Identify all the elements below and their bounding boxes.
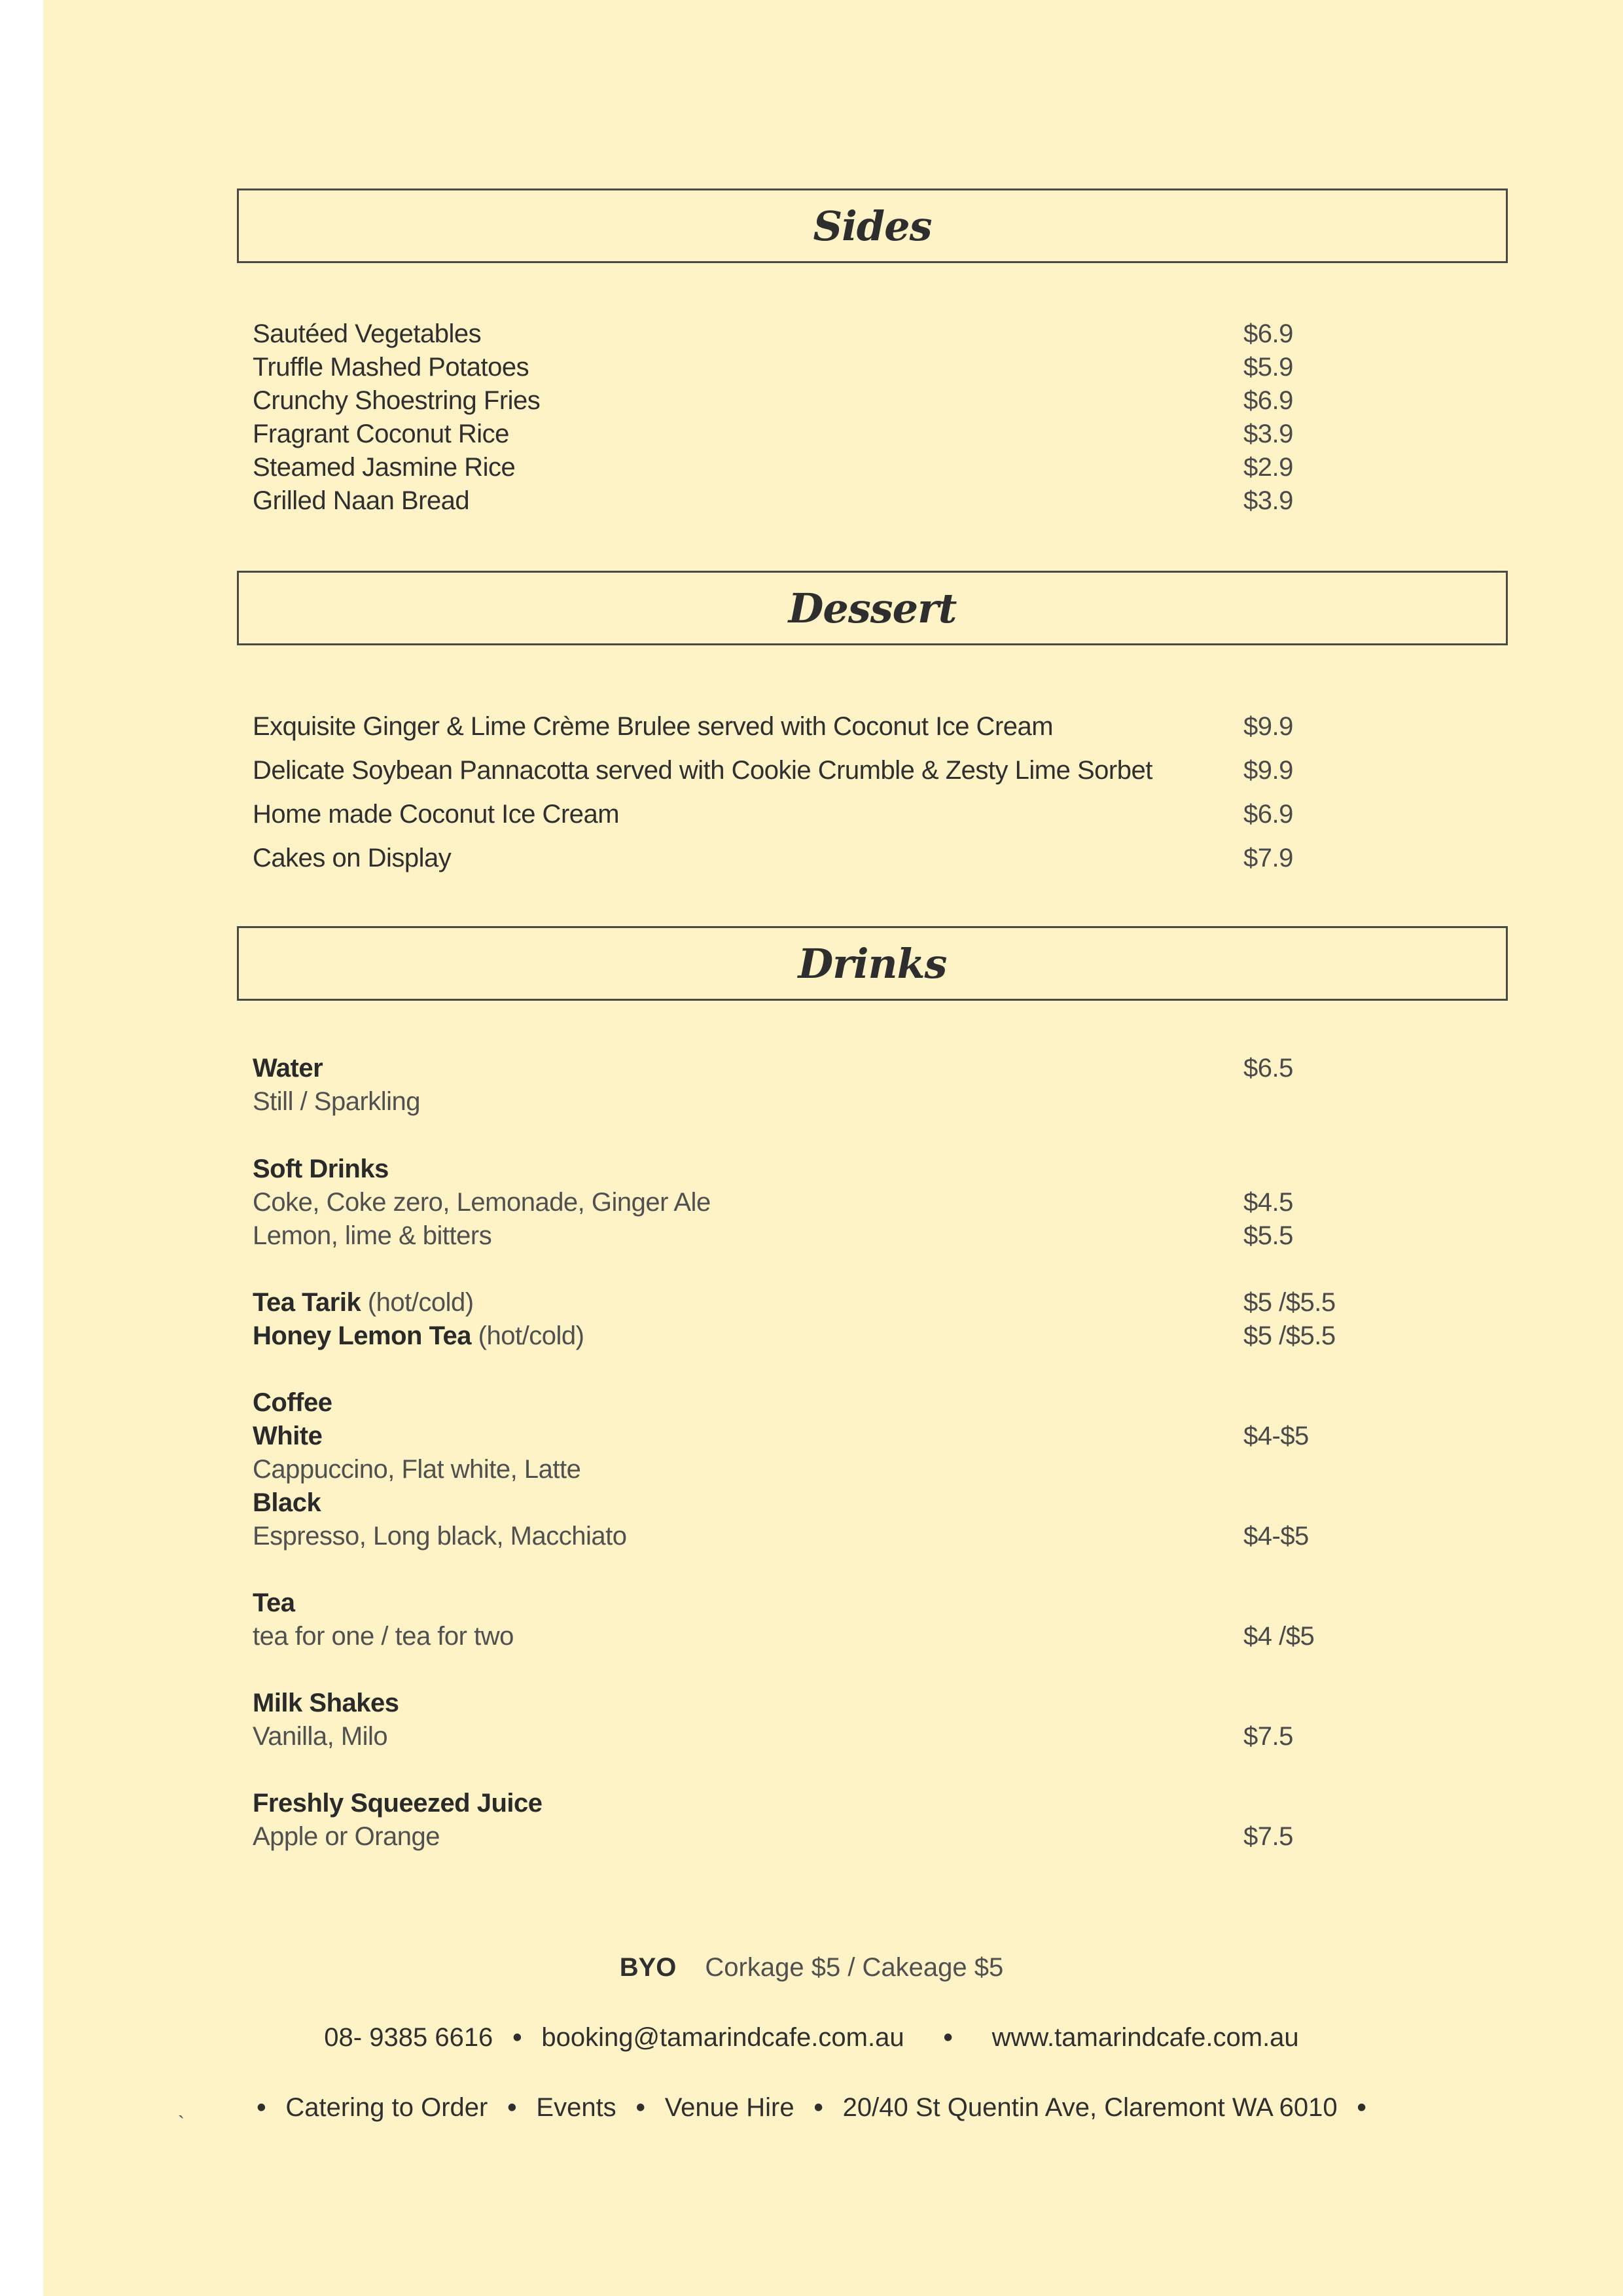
item-name: Milk Shakes xyxy=(253,1689,399,1717)
drinks-title: Drinks xyxy=(798,939,947,988)
item-name: Grilled Naan Bread xyxy=(253,486,470,515)
drink-honey-lemon-tea xyxy=(253,1321,1365,1355)
dessert-title: Dessert xyxy=(788,584,957,632)
item-name: Freshly Squeezed Juice xyxy=(253,1789,543,1818)
menu-item xyxy=(253,386,1365,420)
menu-item xyxy=(253,844,1365,878)
item-name: Exquisite Ginger & Lime Crème Brulee served with Coconut Ice Cream xyxy=(253,712,1054,741)
menu-item xyxy=(253,319,1365,353)
sides-title: Sides xyxy=(813,202,932,250)
item-detail: tea for one / tea for two xyxy=(253,1622,514,1651)
menu-item xyxy=(253,420,1365,454)
item-suffix: (hot/cold) xyxy=(361,1288,474,1317)
item-price: $9.9 xyxy=(1243,756,1293,785)
item-detail: Coke, Coke zero, Lemonade, Ginger Ale xyxy=(253,1188,711,1217)
drink-tea-tarik xyxy=(253,1288,1365,1322)
email-link[interactable]: booking@tamarindcafe.com.au xyxy=(541,2023,904,2052)
drink-coffee-black xyxy=(253,1488,1365,1522)
drink-detail xyxy=(253,1087,1365,1121)
drink-coffee-white xyxy=(253,1422,1365,1456)
item-name: White xyxy=(253,1422,323,1450)
drink-milk-shakes xyxy=(253,1689,1365,1723)
item-price: $5.5 xyxy=(1243,1221,1293,1250)
item-price: $4-$5 xyxy=(1243,1522,1309,1551)
bullet-separator: • xyxy=(1357,2093,1366,2122)
drink-detail xyxy=(253,1188,1365,1222)
item-name: Black xyxy=(253,1488,321,1517)
item-name: Coffee xyxy=(253,1388,332,1417)
byo-label: BYO xyxy=(619,1953,677,1982)
item-detail: Cappuccino, Flat white, Latte xyxy=(253,1455,581,1484)
drink-detail xyxy=(253,1522,1365,1556)
item-price: $4 /$5 xyxy=(1243,1622,1315,1651)
menu-item xyxy=(253,800,1365,834)
item-price: $5 /$5.5 xyxy=(1243,1321,1336,1350)
byo-text: Corkage $5 / Cakeage $5 xyxy=(705,1953,1004,1982)
item-name: Crunchy Shoestring Fries xyxy=(253,386,541,415)
menu-item xyxy=(253,353,1365,387)
item-price: $3.9 xyxy=(1243,420,1293,448)
bullet-separator: • xyxy=(943,2023,953,2052)
item-name: Fragrant Coconut Rice xyxy=(253,420,509,448)
contact-line xyxy=(0,2023,1623,2053)
item-name: Sautéed Vegetables xyxy=(253,319,482,348)
service-venue-hire: Venue Hire xyxy=(664,2093,794,2122)
bullet-separator: • xyxy=(257,2093,266,2122)
drink-detail xyxy=(253,1455,1365,1489)
drink-coffee xyxy=(253,1388,1365,1422)
bullet-separator: • xyxy=(512,2023,522,2052)
item-name: Cakes on Display xyxy=(253,844,452,872)
dessert-header-box xyxy=(237,571,1508,645)
bullet-separator: • xyxy=(813,2093,823,2122)
item-name: Tea xyxy=(253,1588,295,1617)
item-suffix: (hot/cold) xyxy=(471,1321,584,1350)
menu-item xyxy=(253,486,1365,520)
item-price: $6.5 xyxy=(1243,1054,1293,1083)
drink-detail xyxy=(253,1622,1365,1656)
services-line xyxy=(0,2093,1623,2123)
item-price: $5 /$5.5 xyxy=(1243,1288,1336,1317)
item-price: $2.9 xyxy=(1243,453,1293,482)
item-price: $7.5 xyxy=(1243,1822,1293,1851)
item-name: Soft Drinks xyxy=(253,1155,389,1183)
drink-juice xyxy=(253,1789,1365,1823)
item-name: Home made Coconut Ice Cream xyxy=(253,800,620,829)
drink-detail xyxy=(253,1822,1365,1856)
menu-item xyxy=(253,756,1365,790)
drink-detail xyxy=(253,1722,1365,1756)
byo-line xyxy=(0,1953,1623,1982)
item-price: $7.9 xyxy=(1243,844,1293,872)
item-price: $6.9 xyxy=(1243,386,1293,415)
menu-item xyxy=(253,712,1365,746)
service-catering: Catering to Order xyxy=(285,2093,488,2122)
item-detail: Lemon, lime & bitters xyxy=(253,1221,492,1250)
drink-detail xyxy=(253,1221,1365,1255)
drink-soft-drinks xyxy=(253,1155,1365,1189)
item-detail: Vanilla, Milo xyxy=(253,1722,388,1751)
item-price: $9.9 xyxy=(1243,712,1293,741)
item-detail: Apple or Orange xyxy=(253,1822,440,1851)
item-price: $6.9 xyxy=(1243,319,1293,348)
bullet-separator: • xyxy=(507,2093,517,2122)
item-price: $4-$5 xyxy=(1243,1422,1309,1450)
drinks-header-box xyxy=(237,926,1508,1001)
menu-item xyxy=(253,453,1365,487)
item-price: $6.9 xyxy=(1243,800,1293,829)
bullet-separator: • xyxy=(635,2093,645,2122)
item-name: Steamed Jasmine Rice xyxy=(253,453,516,482)
service-events: Events xyxy=(536,2093,616,2122)
scan-mark: ` xyxy=(178,2113,185,2134)
sides-header-box xyxy=(237,188,1508,263)
item-price: $7.5 xyxy=(1243,1722,1293,1751)
address: 20/40 St Quentin Ave, Claremont WA 6010 xyxy=(842,2093,1338,2122)
item-price: $3.9 xyxy=(1243,486,1293,515)
item-name: Truffle Mashed Potatoes xyxy=(253,353,529,382)
item-name: Delicate Soybean Pannacotta served with Cookie Crumble & Zesty Lime Sorbet xyxy=(253,756,1152,785)
phone-number[interactable]: 08- 9385 6616 xyxy=(324,2023,493,2052)
item-detail: Espresso, Long black, Macchiato xyxy=(253,1522,627,1551)
website-link[interactable]: www.tamarindcafe.com.au xyxy=(991,2023,1299,2052)
item-name: Honey Lemon Tea (hot/cold) xyxy=(253,1321,584,1350)
item-price: $4.5 xyxy=(1243,1188,1293,1217)
item-name: Water xyxy=(253,1054,323,1083)
item-price: $5.9 xyxy=(1243,353,1293,382)
item-name: Tea Tarik (hot/cold) xyxy=(253,1288,474,1317)
item-detail: Still / Sparkling xyxy=(253,1087,421,1116)
drink-water xyxy=(253,1054,1365,1088)
drink-tea xyxy=(253,1588,1365,1623)
